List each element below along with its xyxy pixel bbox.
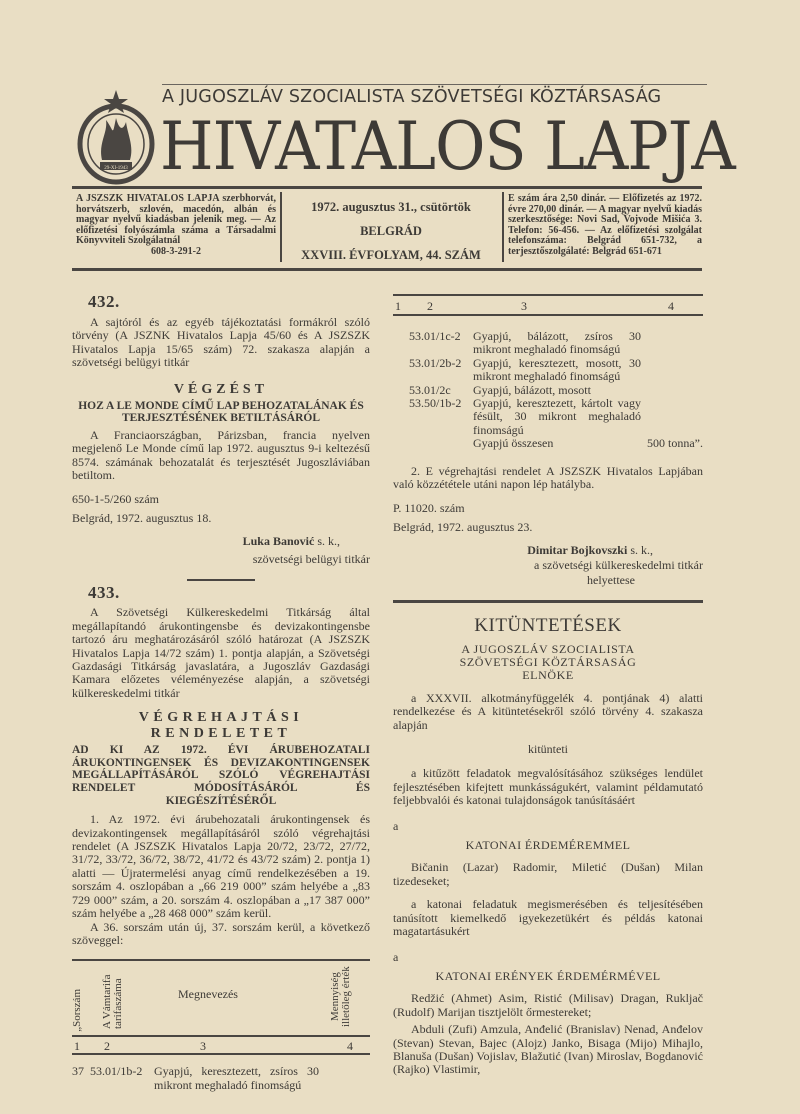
recipients: Redžić (Ahmet) Asim, Ristić (Milisav) Dragan, Rukljač (Rudolf) Marijan tisztjelölt őrmestereket; [393, 991, 703, 1019]
signer-title: szövetségi belügyi titkár [252, 552, 370, 567]
signer-name: Luka Banović [242, 534, 315, 549]
awards-reason: a katonai feladatuk megismerésében és teljesítésében tanúsított kiemelkedő igyekezetükért és példás katonai magatartásukért [393, 897, 703, 939]
table-row [72, 1065, 370, 1092]
account-number: 608-3-291-2 [151, 245, 201, 257]
col-number: 4 [668, 299, 674, 313]
divider [393, 600, 703, 603]
section-intro: A sajtóról és az egyéb tájékoztatási formákról szóló törvény (A JSZNK Hivatalos Lapja 45/60 és A JSZSZK Hivatalos Lapja 15/65 szám) 72. szakasza alapján a szövetségi belügyi titkár [72, 315, 370, 370]
signer-title: a szövetségi külkereskedelmi titkár [534, 558, 703, 573]
signature [393, 543, 703, 558]
decree-body: A 36. sorszám után új, 37. sorszám kerül, a következő szöveggel: [72, 919, 370, 947]
decree-body: 1. Az 1972. évi árubehozatali árukontingensek és devizakontingensek megállapításáról szóló végrehajtási rendelet (A JSZSZK Hivatalos Lapja 20/72, 23/72, 27/72, 31/72, 33/72, 36/72, 38/72, 41/72 és 43/72 szám) 2. pontja 1) alatti — Újratermelési anyag című rendelkezésében a 19. sorszám 4. oszlopában a „66 219 000” szám helyébe a „83 729 000” szám, a 20. sorszám 4. oszlopában a „17 387 000” szám helyébe a „28 468 000” szám kerül. [72, 812, 370, 921]
issue-city: BELGRÁD [360, 224, 422, 238]
row-description: Gyapjú, keresztezett, zsíros 30 mikront meghaladó finomságú [154, 1064, 319, 1092]
col-number: 1 [74, 1039, 80, 1054]
section-number: 432. [88, 292, 120, 311]
col-number: 2 [104, 1039, 110, 1054]
info-left [76, 194, 276, 258]
table-rule [393, 314, 703, 316]
row-description: Gyapjú, keresztezett, mosott, 30 mikront meghaladó finomságú [473, 355, 641, 384]
awards-article: a [393, 950, 399, 965]
decree-heading: VÉGZÉST [173, 381, 269, 397]
info-right: E szám ára 2,50 dinár. — Előfizetés az 1972. évre 270,00 dinár. — A magyar nyelvű kiadás szerkesztősége: Novi Sad, Vojvode Mišića 3. Telefon: 56-456. — Az előfizetési szolgálat telefonszáma: Belgrád 651-732, a terjesztőszolgálaté: Belgrád 651-671 [508, 193, 702, 257]
right-column [393, 294, 703, 1077]
effective-clause: 2. E végrehajtási rendelet A JSZSZK Hivatalos Lapjában való közzététele utáni napon lép hatályba. [393, 463, 703, 492]
info-left-text: A JSZSZK HIVATALOS LAPJA szerbhorvát, horvátszerb, szlovén, macedón, albán és magyar nyelvű kiadásban jelenik meg. — Az előfizetési folyószámla száma a Társadalmi Könyvviteli Szolgálatnál [76, 193, 276, 247]
awards-title: KITÜNTETÉSEK [474, 614, 622, 636]
decree-subject: HOZ A LE MONDE CÍMŰ LAP BEHOZATALÁNAK ÉS TERJESZTÉSÉNEK BETILTÁSÁRÓL [78, 399, 364, 425]
short-divider [187, 579, 255, 581]
col-number: 3 [521, 299, 527, 313]
left-column [72, 292, 370, 1092]
row-code: 53.01/2c [409, 382, 451, 397]
awards-verb: kitünteti [528, 742, 568, 757]
medal-name: KATONAI ERÉNYEK ÉRDEMÉRMÉVEL [435, 969, 661, 984]
svg-text:29-XI-1943: 29-XI-1943 [104, 166, 128, 171]
table-rule [72, 1053, 370, 1055]
recipients: Bičanin (Lazar) Radomir, Miletić (Dušan) Milan tizedeseket; [393, 860, 703, 888]
table-row [409, 397, 703, 437]
signature [72, 534, 370, 549]
col-number: 2 [427, 299, 433, 313]
place-date: Belgrád, 1972. augusztus 18. [72, 511, 212, 526]
section-intro: A Szövetségi Külkereskedelmi Titkárság által megállapítandó árukontingensbe és devizakontingensbe tartozó áru meghatározásáról szóló határozat (A JSZSZK Hivatalos Lapja 14/72 szám) 1. pontja alapján, a Szövetségi Gazdasági Titkárság javaslatára, a Jugoszláv Gazdasági Kamara előzetes véleményezése alapján, a szövetségi külkereskedelmi titkár [72, 605, 370, 700]
table-header [72, 961, 370, 1035]
header-sorszam: „Sorszám [71, 988, 83, 1032]
header-vamtarifa: A Vámtarifa tarifaszáma [101, 974, 124, 1030]
signer-name: Dimitar Bojkovszki [527, 543, 628, 558]
col-number: 3 [200, 1039, 206, 1054]
section-number: 433. [88, 583, 120, 603]
row-description: Gyapjú, bálázott, mosott [473, 382, 591, 397]
medal-name: KATONAI ÉRDEMÉREMMEL [465, 838, 631, 853]
row-number: 37 [72, 1064, 84, 1079]
awards-reason: a kitűzött feladatok megvalósításához szükséges lendület fejlesztésében kifejtett munkásságukért, valamint példamutató feljebbvalói és katonai tulajdonságok tanúsításáért [393, 766, 703, 807]
masthead-title: HIVATALOS LAPJA [160, 108, 735, 185]
row-code: 53.50/1b-2 [409, 396, 462, 411]
row-description: Gyapjú, bálázott, zsíros 30 mikront meghaladó finomságú [473, 329, 641, 357]
table-row [409, 384, 703, 397]
awards-article: a [393, 819, 399, 834]
awards-basis: a XXXVII. alkotmányfüggelék 4. pontjának 4) alatti rendelkezése és A kitüntetésekről szóló törvény 4. szakasza alapján [393, 690, 703, 732]
column-numbers [72, 1037, 370, 1053]
signer-title-2: helyettese [587, 573, 635, 588]
table-body [393, 330, 703, 451]
place-date: Belgrád, 1972. augusztus 23. [393, 520, 533, 535]
recipients: Abduli (Zufi) Amzula, Anđelić (Branislav) Nenad, Anđelov (Stevan) Stevan, Bajec (Alojz) Janko, Bisaga (Mijo) Mihajlo, Blanuša (Dušan) Vojislav, Blažutić (Ivan) Miroslav, Bogdanović (Rajko) Vlastimir, [393, 1022, 703, 1077]
reference-number: 650-1-5/260 szám [72, 492, 159, 507]
reference-number: P. 11020. szám [393, 501, 465, 516]
header-megnevezes: Megnevezés [178, 987, 238, 1002]
header-mennyiseg: Mennyiség illetőleg érték [329, 966, 352, 1028]
table-row [409, 357, 703, 384]
col-number: 1 [395, 299, 401, 313]
emblem [72, 88, 160, 188]
column-numbers [393, 296, 703, 314]
row-code: 53.01/1b-2 [90, 1064, 143, 1079]
decree-heading: VÉGREHAJTÁSI RENDELETET [138, 710, 304, 742]
table-total-row [409, 437, 703, 450]
row-description: Gyapjú, keresztezett, kártolt vagy fésült, 30 mikront meghaladó finomságú [473, 396, 641, 437]
decree-body: A Franciaországban, Párizsban, francia nyelven megjelenő Le Monde című lap 1972. augusztus 9-i keltezésű 8574. számának behozatalát és terjesztését Jugoszláviában betiltom. [72, 427, 370, 483]
col-number: 4 [347, 1039, 353, 1054]
signer-suffix: s. k., [317, 534, 340, 549]
row-code: 53.01/2b-2 [409, 355, 462, 370]
total-value: 500 tonna”. [647, 436, 703, 451]
awards-issuer: A JUGOSZLÁV SZOCIALISTA SZÖVETSÉGI KÖZTÁRSASÁG ELNÖKE [459, 641, 637, 682]
decree-subject: AD KI AZ 1972. ÉVI ÁRUBEHOZATALI ÁRUKONTINGENSEK ÉS DEVIZAKONTINGENSEK MEGÁLLAPÍTÁSÁRÓL SZÓLÓ VÉGREHAJTÁSI RENDELET MÓDOSÍTÁSÁRÓL ÉS KIEGÉSZÍTÉSÉRŐL [72, 744, 370, 807]
issue-date: 1972. augusztus 31., csütörtök [311, 200, 471, 214]
divider [72, 186, 702, 189]
issue-volume: XXVIII. ÉVFOLYAM, 44. SZÁM [301, 248, 481, 262]
divider [72, 268, 702, 271]
table-row [409, 330, 703, 357]
info-center [282, 200, 500, 263]
total-label: Gyapjú összesen [473, 436, 554, 451]
signer-suffix: s. k., [630, 543, 653, 558]
row-code: 53.01/1c-2 [409, 329, 461, 343]
masthead-republic: A JUGOSZLÁV SZOCIALISTA SZÖVETSÉGI KÖZTÁRSASÁG [162, 84, 707, 108]
